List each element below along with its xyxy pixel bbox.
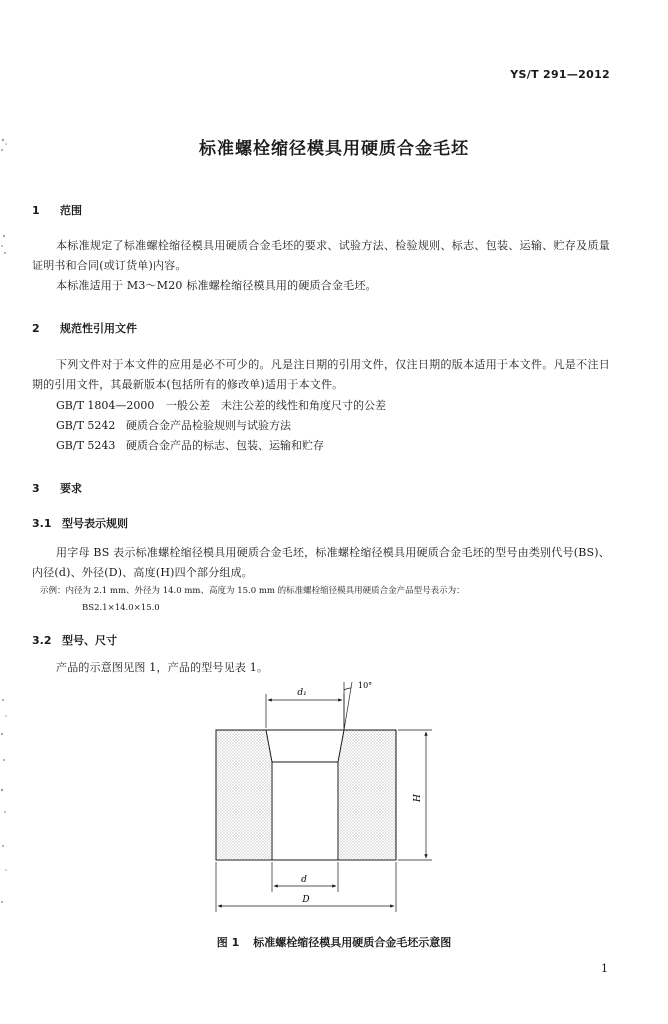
reference-item: [56, 436, 324, 456]
section-3-1-heading: [32, 515, 128, 531]
reference-title: 硬质合金产品检验规则与试验方法: [126, 419, 291, 432]
blank-right-section: [338, 730, 396, 860]
dimension-label-d1: d₁: [297, 688, 307, 698]
section-number: 3: [32, 482, 40, 495]
section-3-2-heading: [32, 632, 117, 648]
blank-left-section: [216, 730, 272, 860]
section-title: 范围: [60, 204, 82, 217]
section-title: 型号、尺寸: [62, 634, 117, 647]
reference-title: 硬质合金产品的标志、包装、运输和贮存: [126, 439, 324, 452]
figure-caption-text: 标准螺栓缩径模具用硬质合金毛坯示意图: [253, 936, 452, 949]
standard-number: YS/T 291—2012: [510, 68, 610, 81]
section-1-paragraph-1: 本标准规定了标准螺栓缩径模具用硬质合金毛坯的要求、试验方法、检验规则、标志、包装、运输、贮存及质量证明书和合同(或订货单)内容。: [32, 239, 610, 272]
reference-title: 一般公差 未注公差的线性和角度尺寸的公差: [166, 399, 386, 412]
example-text: 示例：内径为 2.1 mm、外径为 14.0 mm、高度为 15.0 mm 的标准螺栓缩径模具用硬质合金产品型号表示为：: [40, 586, 465, 596]
page-number: 1: [601, 962, 608, 975]
section-3-heading: [32, 480, 82, 496]
section-number: 3.1: [32, 517, 52, 530]
reference-code: GB/T 5243: [56, 439, 116, 452]
angle-label: 10°: [358, 681, 373, 690]
section-title: 规范性引用文件: [60, 322, 137, 335]
dimension-label-D: D: [302, 895, 310, 905]
dimension-label-d: d: [301, 875, 307, 885]
dimension-label-H: H: [413, 794, 423, 802]
reference-item: [56, 396, 386, 416]
section-number: 3.2: [32, 634, 52, 647]
section-number: 2: [32, 322, 40, 335]
section-title: 型号表示规则: [62, 517, 128, 530]
blank-schematic-diagram: [190, 676, 460, 916]
reference-item: [56, 416, 291, 436]
section-3-2-paragraph: 产品的示意图见图 1，产品的型号见表 1。: [56, 661, 269, 674]
example-model-code: BS2.1×14.0×15.0: [82, 603, 160, 613]
section-2-heading: [32, 320, 137, 336]
section-3-1-paragraph: 用字母 BS 表示标准螺栓缩径模具用硬质合金毛坯，标准螺栓缩径模具用硬质合金毛坯的型号由类别代号(BS)、内径(d)、外径(D)、高度(H)四个部分组成。: [32, 546, 610, 579]
figure-caption: [0, 934, 668, 950]
section-1-paragraph-2: 本标准适用于 M3～M20 标准螺栓缩径模具用的硬质合金毛坯。: [56, 279, 377, 292]
figure-label: 图 1: [216, 936, 240, 949]
section-number: 1: [32, 204, 40, 217]
reference-code: GB/T 1804—2000: [56, 399, 155, 412]
document-title: 标准螺栓缩径模具用硬质合金毛坯: [199, 139, 469, 159]
section-2-paragraph: 下列文件对于本文件的应用是必不可少的。凡是注日期的引用文件，仅注日期的版本适用于本文件。凡是不注日期的引用文件，其最新版本(包括所有的修改单)适用于本文件。: [32, 358, 610, 391]
section-title: 要求: [60, 482, 82, 495]
section-1-heading: [32, 202, 82, 218]
reference-code: GB/T 5242: [56, 419, 116, 432]
